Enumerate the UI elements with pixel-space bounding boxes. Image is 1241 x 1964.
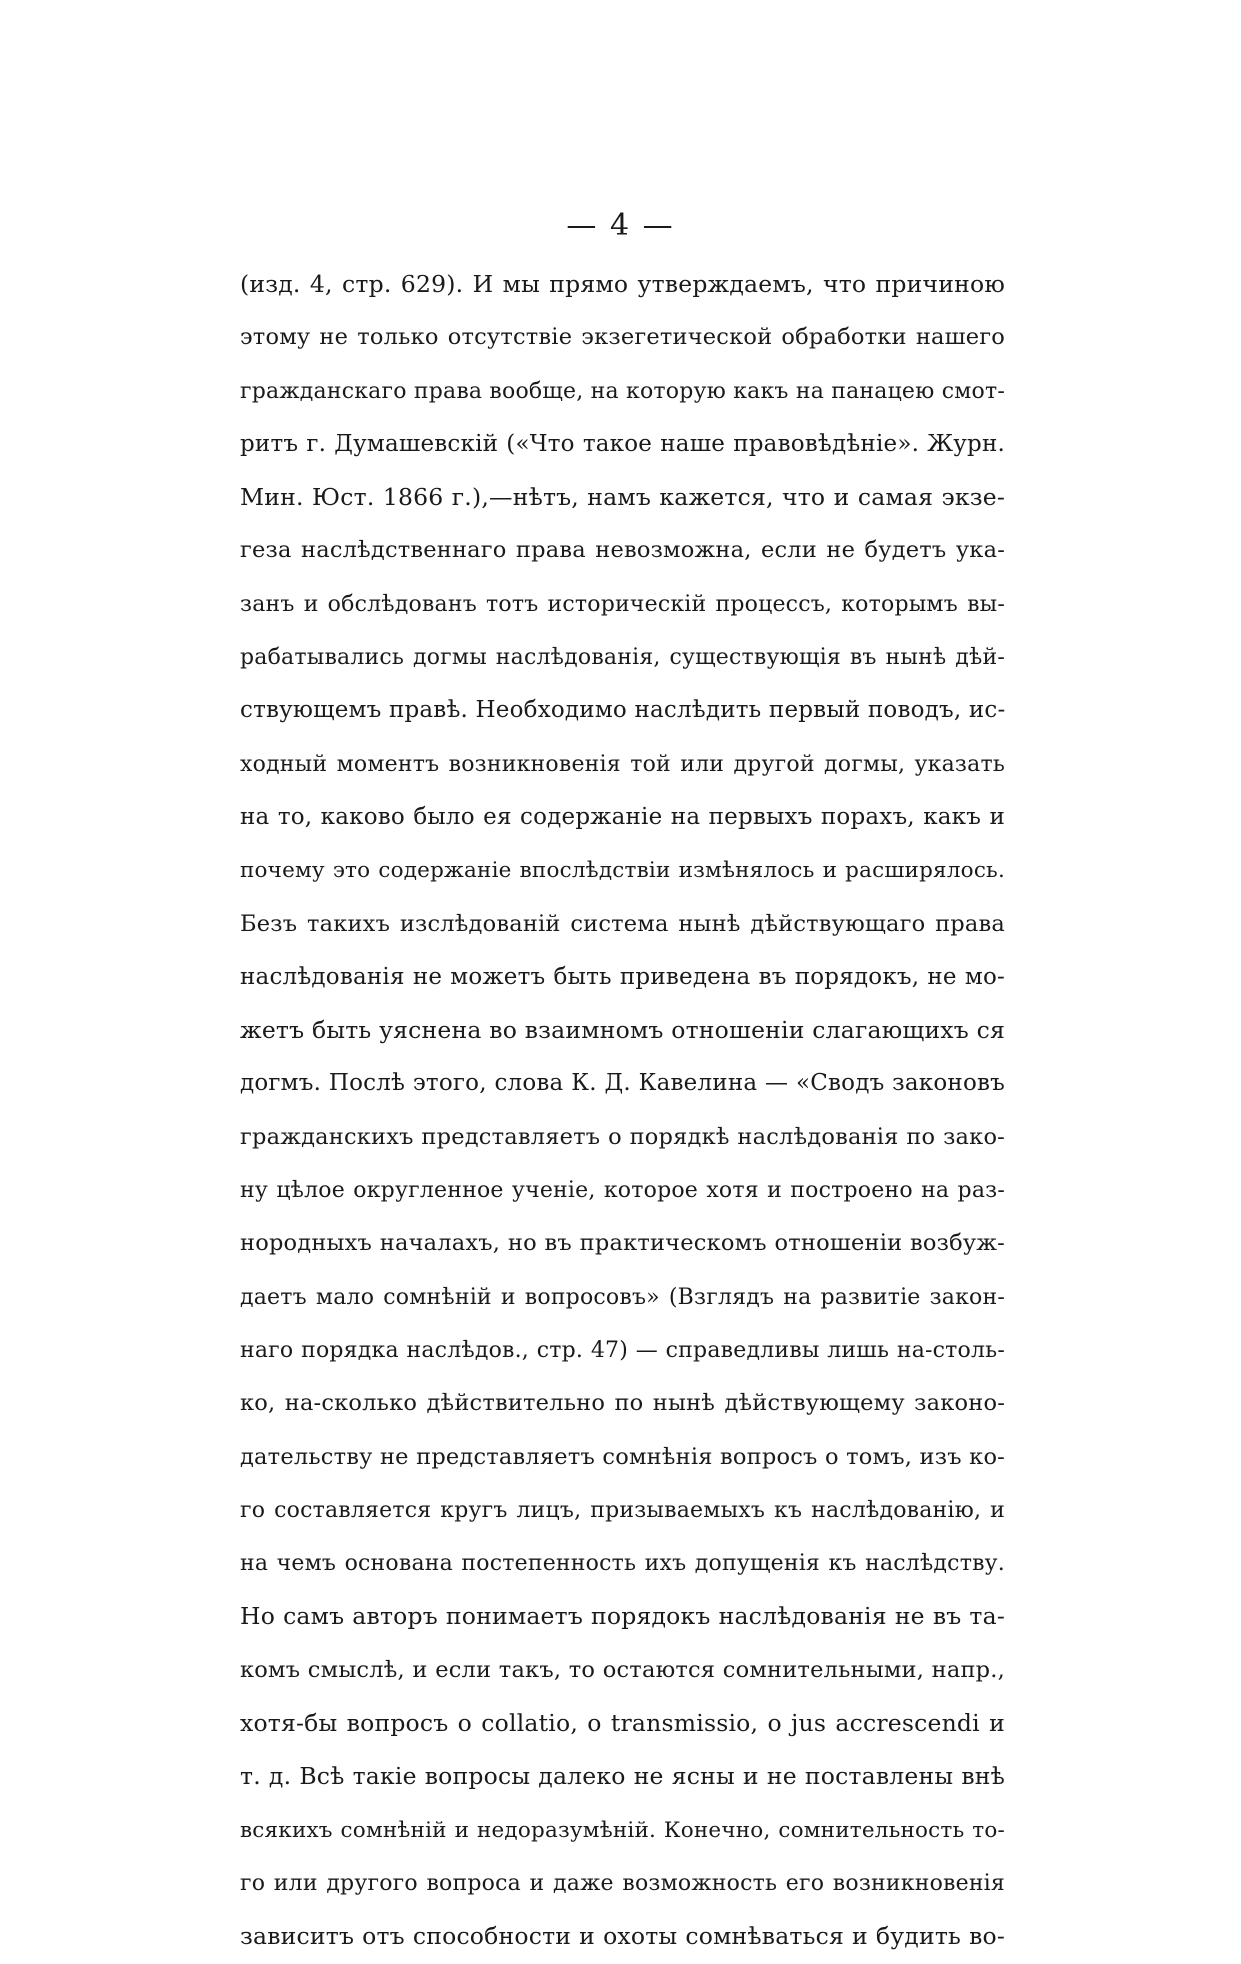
text-line: ходный моментъ возникновенія той или другой догмы, указать	[240, 751, 1005, 777]
text-line: нородныхъ началахъ, но въ практическомъ отношеніи возбуж-	[240, 1230, 1005, 1257]
text-line: всякихъ сомнѣній и недоразумѣній. Конечно, сомнительность то-	[240, 1817, 1005, 1843]
body-text	[240, 258, 1005, 1964]
text-line: т. д. Всѣ такіе вопросы далеко не ясны и не поставлены внѣ	[240, 1762, 1005, 1791]
text-line: го или другого вопроса и даже возможность его возникновенія	[240, 1870, 1005, 1896]
text-line: этому не только отсутствіе экзегетической обработки нашего	[240, 324, 1005, 351]
text-line: наслѣдованія не можетъ быть приведена въ порядокъ, не мо-	[240, 963, 1005, 990]
page-number: — 4 —	[566, 208, 675, 243]
text-line: гражданскаго права вообще, на которую какъ на панацею смот-	[240, 378, 1005, 404]
text-line: Но самъ авторъ понимаетъ порядокъ наслѣдованія не въ та-	[240, 1602, 1005, 1631]
text-line: ко, на-сколько дѣйствительно по нынѣ дѣйствующему законо-	[240, 1390, 1005, 1417]
text-line: жетъ быть уяснена во взаимномъ отношеніи слагающихъ ся	[240, 1016, 1005, 1045]
text-line: ну цѣлое округленное ученіе, которое хотя и построено на раз-	[240, 1178, 1005, 1204]
text-line: даетъ мало сомнѣній и вопросовъ» (Взглядъ на развитіе закон-	[240, 1284, 1005, 1310]
text-line: рабатывались догмы наслѣдованія, существующія въ нынѣ дѣй-	[240, 645, 1005, 671]
text-line: дательству не представляетъ сомнѣнія вопросъ о томъ, изъ ко-	[240, 1443, 1005, 1470]
text-line: занъ и обслѣдованъ тотъ историческій процессъ, которымъ вы-	[240, 591, 1005, 617]
text-line: почему это содержаніе впослѣдствіи измѣнялось и расширялось.	[240, 858, 1005, 884]
text-line: Мин. Юст. 1866 г.),—нѣтъ, намъ кажется, что и самая экзе-	[240, 483, 1005, 512]
text-line: го составляется кругъ лицъ, призываемыхъ къ наслѣдованію, и	[240, 1497, 1005, 1523]
text-line: Безъ такихъ изслѣдованій система нынѣ дѣйствующаго права	[240, 910, 1005, 937]
text-line: хотя-бы вопросъ о collatio, о transmissio, о jus accrescendi и	[240, 1709, 1005, 1738]
text-line: догмъ. Послѣ этого, слова К. Д. Кавелина — «Сводъ законовъ	[240, 1070, 1005, 1097]
text-line: ритъ г. Думашевскій («Что такое наше правовѣдѣніе». Журн.	[240, 430, 1005, 457]
text-line: на чемъ основана постепенность ихъ допущенія къ наслѣдству.	[240, 1551, 1005, 1577]
text-line: комъ смыслѣ, и если такъ, то остаются сомнительными, напр.,	[240, 1656, 1005, 1683]
text-line: геза наслѣдственнаго права невозможна, если не будетъ ука-	[240, 537, 1005, 564]
text-line: (изд. 4, стр. 629). И мы прямо утверждаемъ, что причиною	[240, 270, 1005, 298]
text-line: ствующемъ правѣ. Необходимо наслѣдить первый поводъ, ис-	[240, 697, 1006, 724]
text-line: наго порядка наслѣдов., стр. 47) — справедливы лишь на-столь-	[240, 1337, 1005, 1363]
text-line: на то, каково было ея содержаніе на первыхъ порахъ, какъ и	[240, 803, 1005, 830]
text-line: зависитъ отъ способности и охоты сомнѣваться и будить во-	[240, 1922, 1005, 1951]
text-line: гражданскихъ представляетъ о порядкѣ наслѣдованія по зако-	[240, 1123, 1005, 1150]
